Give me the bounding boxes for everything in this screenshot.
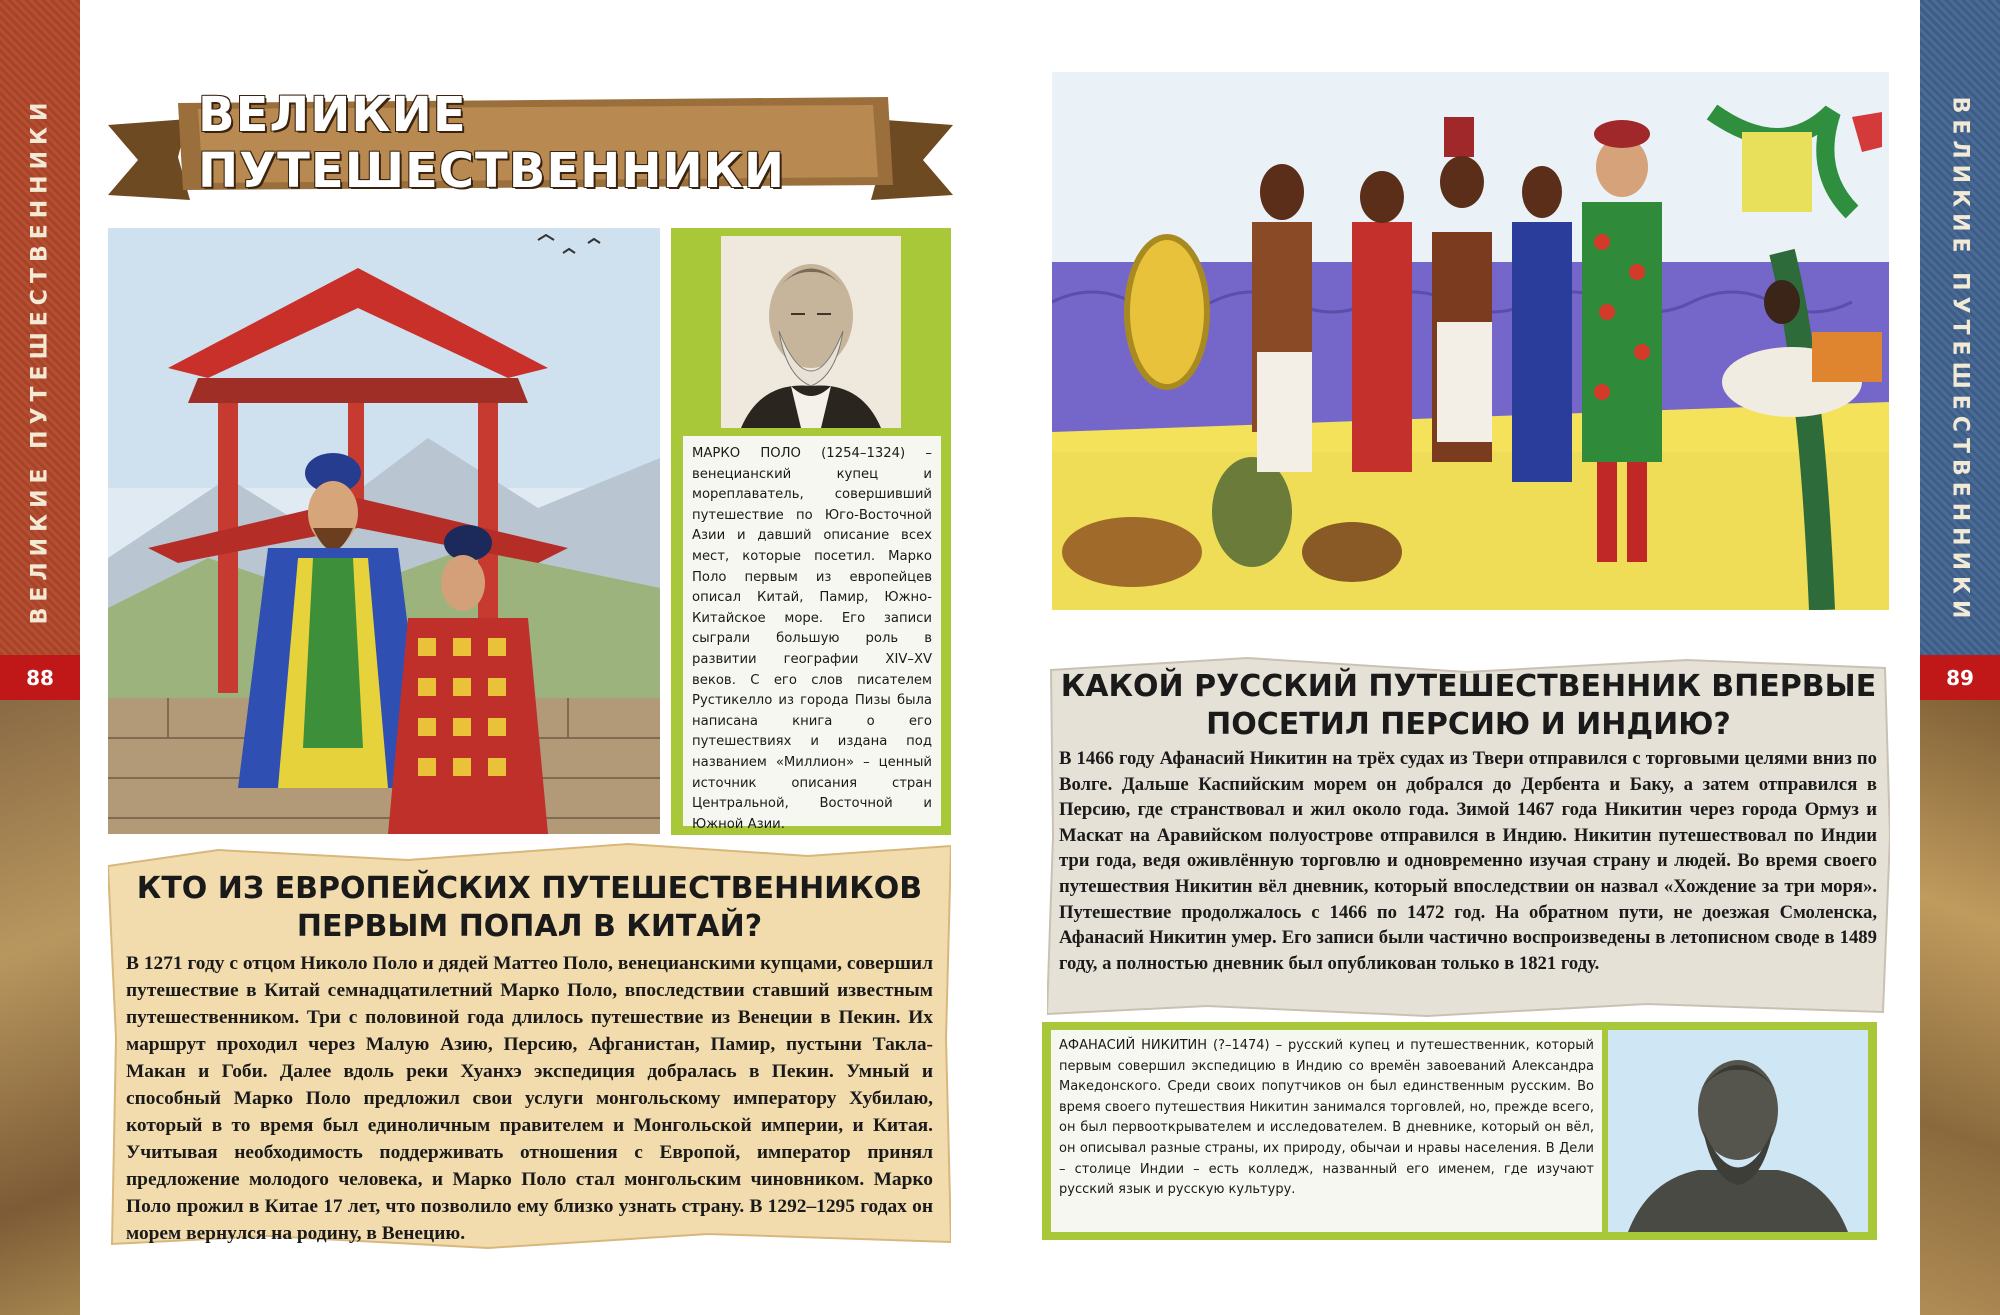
marco-polo-info-box [671, 228, 951, 835]
left-question-panel [108, 838, 951, 1250]
nikitin-bio: АФАНАСИЙ НИКИТИН (?–1474) – русский купец и путешественник, который первым совершил экспедицию в Индию со времён завоеваний Александра Македонского. Среди своих попутчиков он был единственным русским. Во время своего путешествия Никитин занимался торговлей, но, прежде всего, он был первооткрывателем и исследователем. В дневнике, который он вёл, он описывал разные страны, их природу, обычаи и нравы населения. В Дели – столице Индии – есть колледж, названный его именем, где изучают русский язык и русскую культуру. [1059, 1038, 1594, 1198]
page-number-right: 89 [1920, 655, 2000, 700]
marco-polo-bio-panel [683, 436, 941, 832]
left-question-body: В 1271 году с отцом Николо Поло и дядей Маттео Поло, венецианскими купцами, совершил путешествие в Китай семнадцатилетний Марко Поло, впоследствии ставший известным путешественником. Три с половиной года длилось путешествие из Венеции в Пекин. Их маршрут проходил через Малую Азию, Персию, Афганистан, Памир, пустыни Такла-Макан и Гоби. Далее вдоль реки Хуанхэ экспедиция добралась в Пекин. Умный и способный Марко Поло предложил свои услуги монгольскому императору Хубилаю, который в то время был единоличным правителем и Монгольской империи, и Китая. Учитывая необходимость поддерживать отношения с Европой, император принял предложение молодого человека, и Марко Поло стал монгольским чиновником. Марко Поло прожил в Китае 17 лет, что позволило ему близко узнать страну. В 1292–1295 годах он морем вернулся на родину, в Венецию. [126, 953, 933, 1244]
right-side-title-text: ВЕЛИКИЕ ПУТЕШЕСТВЕННИКИ [1947, 96, 1973, 624]
page-number-left: 88 [0, 655, 80, 700]
right-question-panel [1047, 656, 1890, 1018]
left-side-title-text: ВЕЛИКИЕ ПУТЕШЕСТВЕННИКИ [27, 96, 53, 624]
right-question-body: В 1466 году Афанасий Никитин на трёх судах из Твери отправился с торговыми целями вниз по Волге. Дальше Каспийским морем он добрался до Дербента и Баку, а затем отправился в Персию, где странствовал и жил около года. Зимой 1467 года Никитин через города Ормуз и Маскат на Аравийском полуострове отправился в Индию. Никитин путешествовал по Индии три года, ведя оживлённую торговлю и одновременно изучая страну и людей. Во время своего путешествия Никитин вёл дневник, который впоследствии он назвал «Хождение за три моря». Путешествие продолжалось с 1466 по 1472 год. На обратном пути, не доезжая Смоленска, Афанасий Никитин умер. Его записи были частично воспроизведены в летописном своде в 1489 году, а полностью дневник был опубликован только в 1821 году. [1059, 748, 1877, 974]
nikitin-bio-panel [1051, 1030, 1602, 1232]
right-map-strip [1920, 700, 2000, 1315]
nikitin-monument-drawing [1608, 1030, 1868, 1232]
banner-title: ВЕЛИКИЕ ПУТЕШЕСТВЕННИКИ [198, 86, 786, 199]
right-side-title [1920, 96, 2000, 624]
left-side-title [0, 96, 80, 624]
nikitin-monument-photo [1608, 1030, 1868, 1232]
nikitin-info-box [1042, 1022, 1877, 1240]
left-question-title: КТО ИЗ ЕВРОПЕЙСКИХ ПУТЕШЕСТВЕННИКОВ ПЕРВЫМ ПОПАЛ В КИТАЙ? [136, 871, 923, 944]
marco-polo-portrait [721, 236, 901, 428]
title-banner [108, 86, 953, 210]
left-map-strip [0, 700, 80, 1315]
marco-polo-bio: МАРКО ПОЛО (1254–1324) – венецианский купец и мореплаватель, совершивший путешествие по Юго-Восточной Азии и давший описание всех мест, которые посетил. Марко Поло первым из европейцев описал Китай, Памир, Южно-Китайское море. Его записи сыграли большую роль в развитии географии XIV–XV веков. С его слов писателем Рустикелло из города Пизы была написана книга о его путешествиях и издана под названием «Миллион» – ценный источник описания стран Центральной, Восточной и Южной Азии. [692, 446, 932, 832]
right-question-title: КАКОЙ РУССКИЙ ПУТЕШЕСТВЕННИК ВПЕРВЫЕ ПОСЕТИЛ ПЕРСИЮ И ИНДИЮ? [1060, 669, 1877, 742]
marco-polo-portrait-drawing [721, 236, 901, 428]
nikitin-india-illustration [1052, 72, 1889, 610]
marco-polo-illustration [108, 228, 660, 834]
